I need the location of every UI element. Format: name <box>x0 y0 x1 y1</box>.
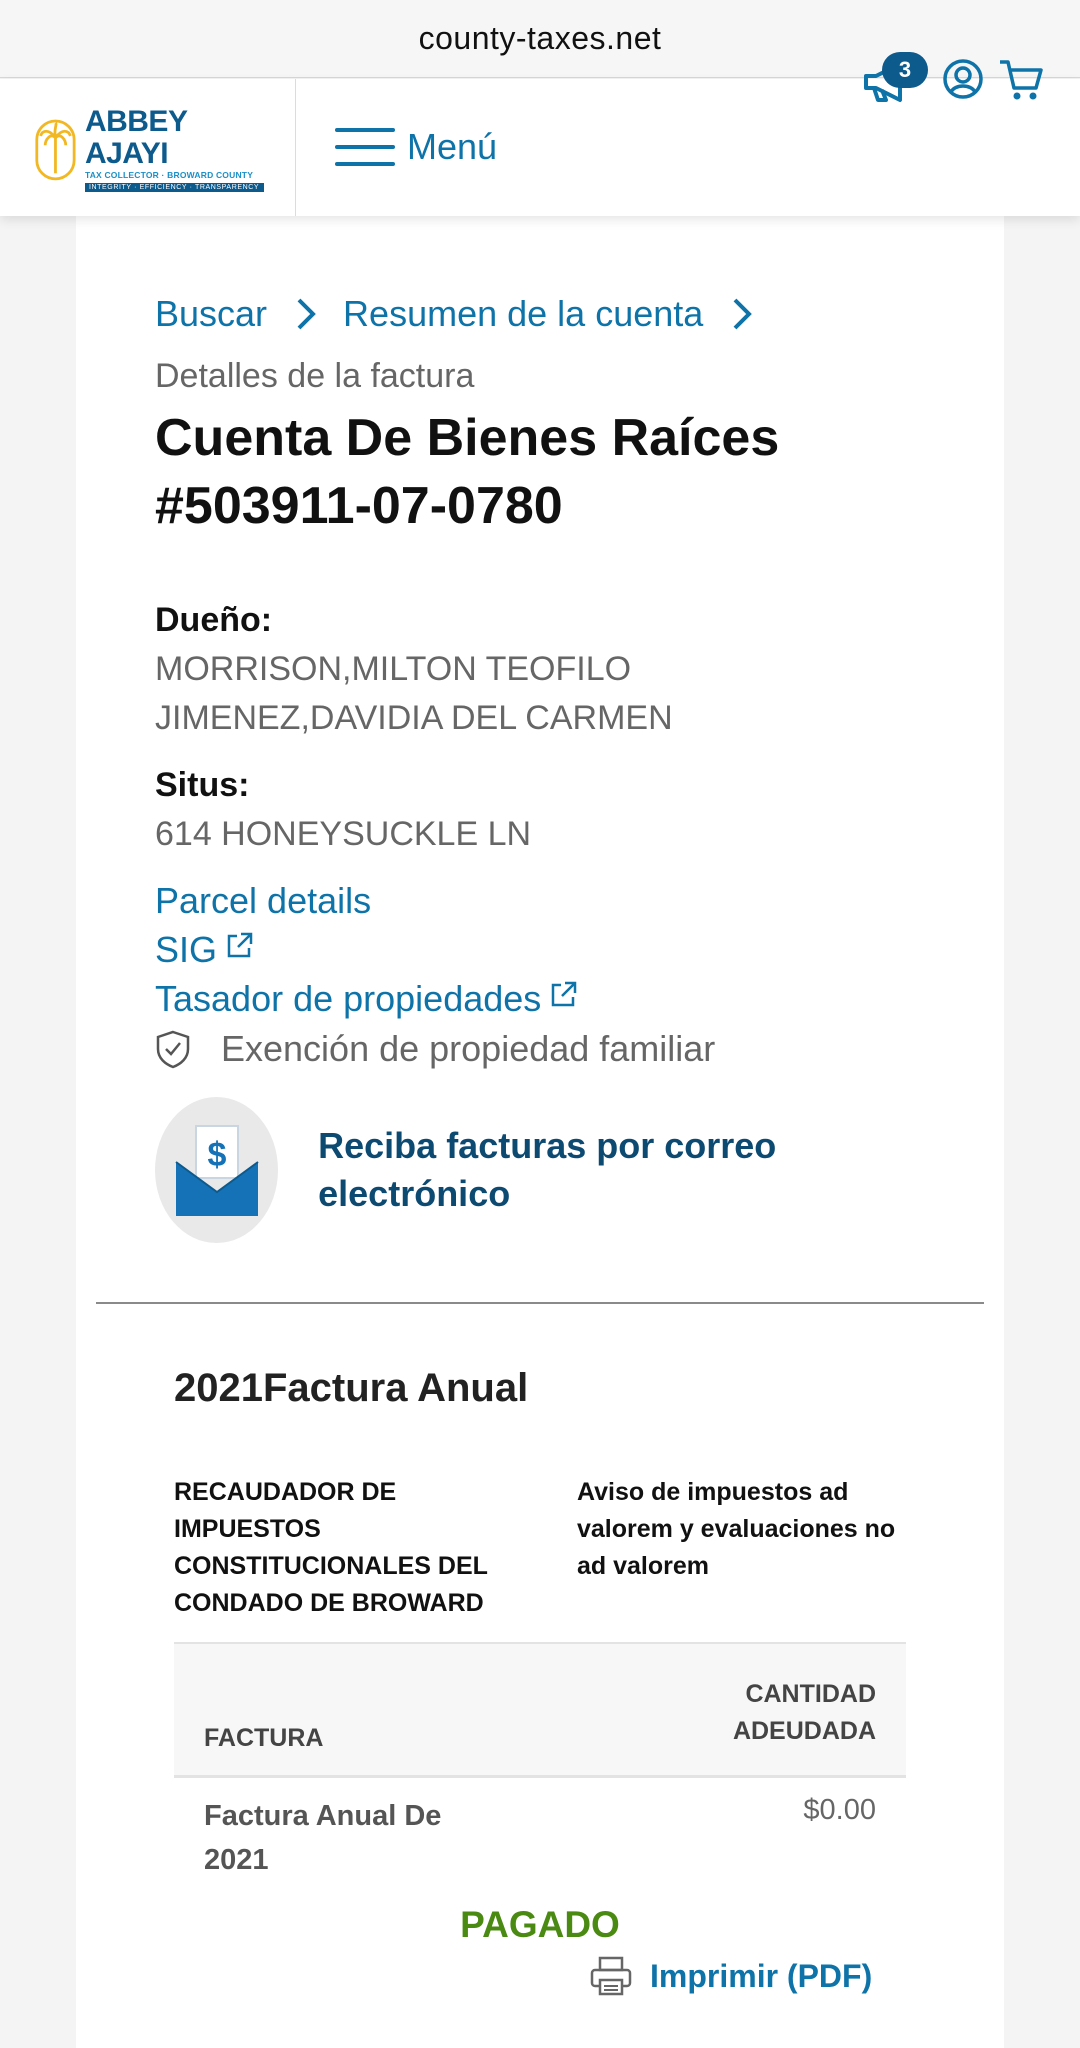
hamburger-icon <box>335 128 395 166</box>
property-appraiser-label: Tasador de propiedades <box>155 978 542 1019</box>
gis-label: SIG <box>155 929 218 970</box>
column-header-amount: CANTIDAD ADEUDADA <box>732 1680 876 1745</box>
logo[interactable] <box>34 105 264 191</box>
notification-badge: 3 <box>882 52 928 88</box>
bill-agency: RECAUDADOR DE IMPUESTOS CONSTITUCIONALES DEL CONDADO DE BROWARD <box>174 1478 488 1617</box>
external-link-icon <box>549 979 579 1009</box>
logo-subtitle: TAX COLLECTOR · BROWARD COUNTY <box>84 170 254 180</box>
shield-check-icon <box>155 1029 191 1069</box>
bill-notice-type: Aviso de impuestos ad valorem y evaluaciones no ad valorem <box>577 1478 896 1580</box>
parcel-details-link[interactable] <box>155 880 371 922</box>
print-pdf-button[interactable] <box>590 1956 872 1996</box>
svg-text:$: $ <box>207 1136 227 1174</box>
bill-table-header <box>174 1642 906 1778</box>
menu-button[interactable] <box>335 121 497 173</box>
email-bills-promo[interactable] <box>155 1096 875 1244</box>
exemption-label: Exención de propiedad familiar <box>221 1028 716 1069</box>
breadcrumb-account-summary[interactable]: Resumen de la cuenta <box>343 293 704 334</box>
site-header <box>0 79 1080 216</box>
url-text: county-taxes.net <box>418 20 662 56</box>
menu-label: Menú <box>407 126 498 167</box>
logo-name: ABBEY AJAYI <box>84 105 187 170</box>
gis-link[interactable] <box>155 929 255 971</box>
logo-tagline: INTEGRITY · EFFICIENCY · TRANSPARENCY <box>85 183 264 192</box>
external-link-icon <box>225 930 255 960</box>
owner-name: JIMENEZ,DAVIDIA DEL CARMEN <box>155 699 673 737</box>
email-bills-text: Reciba facturas por correo electrónico <box>318 1125 777 1214</box>
email-bill-icon <box>155 1097 278 1243</box>
header-divider <box>295 79 296 216</box>
page-subtitle: Detalles de la factura <box>155 357 475 395</box>
print-pdf-label: Imprimir (PDF) <box>650 1957 873 1994</box>
user-icon[interactable] <box>942 58 984 100</box>
owner-name: MORRISON,MILTON TEOFILO <box>155 650 632 688</box>
situs-label: Situs: <box>155 766 250 804</box>
property-appraiser-link[interactable] <box>155 978 579 1020</box>
parcel-details-label: Parcel details <box>155 880 372 921</box>
chevron-right-icon <box>727 296 755 332</box>
printer-icon <box>590 1956 632 1996</box>
column-header-bill: FACTURA <box>204 1724 324 1752</box>
situs-address: 614 HONEYSUCKLE LN <box>155 815 532 853</box>
cart-icon[interactable] <box>998 56 1044 102</box>
bill-title: 2021Factura Anual <box>174 1366 529 1410</box>
status-badge: PAGADO <box>460 1904 620 1945</box>
breadcrumb-search[interactable]: Buscar <box>155 293 268 334</box>
chevron-right-icon <box>291 296 319 332</box>
section-divider <box>96 1302 984 1304</box>
palm-logo-icon <box>34 113 77 185</box>
homestead-exemption <box>155 1028 715 1070</box>
bill-row-amount: $0.00 <box>803 1794 876 1826</box>
bill-row-name: Factura Anual De 2021 <box>204 1800 442 1876</box>
owner-label: Dueño: <box>155 601 273 639</box>
page-title: Cuenta De Bienes Raíces #503911-07-0780 <box>155 409 780 535</box>
breadcrumb <box>155 293 779 335</box>
